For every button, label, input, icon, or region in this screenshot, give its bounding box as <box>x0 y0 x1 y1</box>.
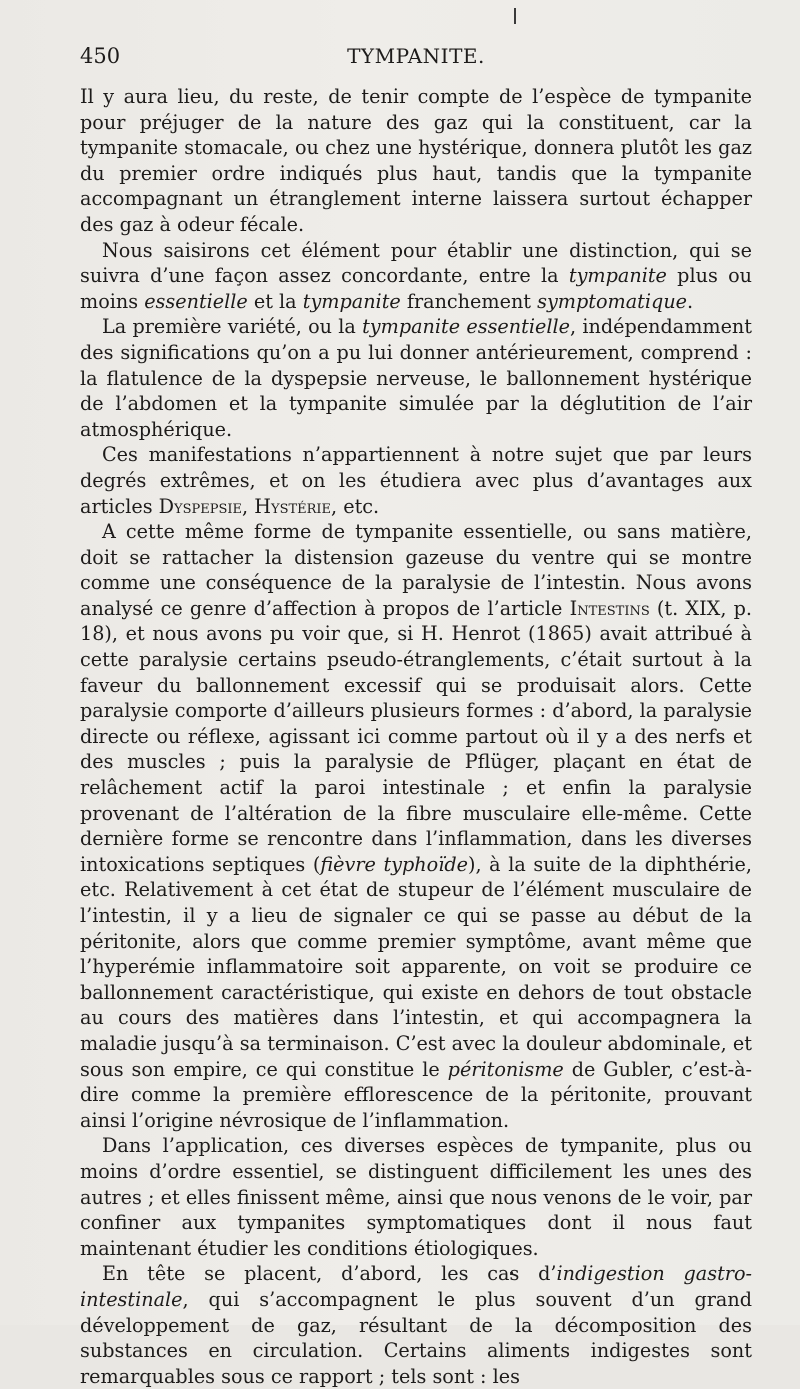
ink-mark <box>514 8 516 24</box>
page-header <box>80 44 752 74</box>
page-number: 450 <box>80 44 121 68</box>
paragraph: Nous saisirons cet élément pour établir une distinction, qui se suivra d’une façon assez concordante, entre la tympanite plus ou moins essentielle et la tympanite franchement symptomatique. <box>80 238 752 313</box>
paragraph: En tête se placent, d’abord, les cas d’indigestion gastro-intestinale, qui s’accompagnent le plus souvent d’un grand développement de gaz, résultant de la décomposition des substances en circulation. Certains aliments indigestes sont remarquables sous ce rapport ; tels sont : les <box>80 1262 752 1388</box>
body-text <box>80 84 752 1389</box>
cross-reference: Hystérie <box>254 494 332 518</box>
paragraph: Ces manifestations n’appartiennent à notre sujet que par leurs degrés extrêmes, et on les étudiera avec plus d’avantages aux articles Dyspepsie, Hystérie, etc. <box>80 443 752 518</box>
running-title: TYMPANITE. <box>347 44 485 68</box>
cross-reference: Intestins <box>569 596 650 620</box>
paragraph: A cette même forme de tympanite essentielle, ou sans matière, doit se rattacher la distension gazeuse du ventre qui se montre comme une conséquence de la paralysie de l’intestin. Nous avons analysé ce genre d’affection à propos de l’article Intestins (t. XIX, p. 18), et nous avons pu voir que, si H. Henrot (1865) avait attribué à cette paralysie certains pseudo-étranglements, c’était surtout à la faveur du ballonnement excessif qui se produisait alors. Cette paralysie comporte d’ailleurs plusieurs formes : d’abord, la paralysie directe ou réflexe, agissant ici comme partout où il y a des nerfs et des muscles ; puis la paralysie de Pflüger, plaçant en état de relâchement actif la paroi intestinale ; et enfin la paralysie provenant de l’altération de la fibre musculaire elle-même. Cette dernière forme se rencontre dans l’inflammation, dans les diverses intoxications septiques (fièvre typhoïde), à la suite de la diphthérie, etc. Relativement à cet état de stupeur de l’élément musculaire de l’intestin, il y a lieu de signaler ce qui se passe au début de la péritonite, alors que comme premier symptôme, avant même que l’hyperémie inflammatoire soit apparente, on voit se produire ce ballonnement caractéristique, qui existe en dehors de tout obstacle au cours des matières dans l’intestin, et qui accompagnera la maladie jusqu’à sa terminaison. C’est avec la douleur abdominale, et sous son empire, ce qui constitue le péritonisme de Gubler, c’est-à-dire comme la première efflorescence de la péritonite, prouvant ainsi l’origine névrosique de l’inflammation. <box>80 520 752 1132</box>
paragraph: Il y aura lieu, du reste, de tenir compte de l’espèce de tympanite pour préjuger de la nature des gaz qui la constituent, car la tympanite stomacale, ou chez une hystérique, donnera plutôt les gaz du premier ordre indiqués plus haut, tandis que la tympanite accompagnant un étranglement interne laissera surtout échapper des gaz à odeur fécale. <box>80 85 752 236</box>
paragraph: La première variété, ou la tympanite essentielle, indépendamment des significations qu’on a pu lui donner antérieurement, comprend : la flatulence de la dyspepsie nerveuse, le ballonnement hystérique de l’abdomen et la tympanite simulée par la déglutition de l’air atmosphérique. <box>80 315 753 441</box>
paragraph: Dans l’application, ces diverses espèces de tympanite, plus ou moins d’ordre essentiel, se distinguent difficilement les unes des autres ; et elles finissent même, ainsi que nous venons de le voir, par confiner aux tympanites symptomatiques dont il nous faut maintenant étudier les conditions étiologiques. <box>80 1134 752 1260</box>
cross-reference: Dyspepsie <box>158 494 243 518</box>
